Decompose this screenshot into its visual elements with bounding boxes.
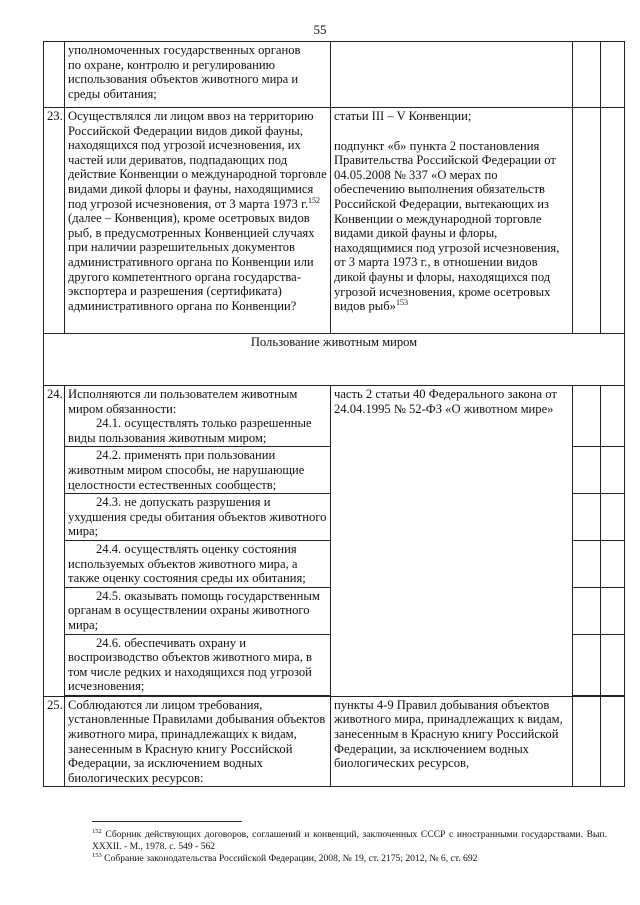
sub-item: 24.3. не допускать разрушения и ухудшения среды обитания объектов животного мира;	[65, 494, 331, 541]
row-number	[44, 42, 65, 108]
question-line: по охране, контролю и регулированию	[68, 57, 275, 72]
row-number: 25.	[44, 696, 65, 787]
question-cell	[65, 42, 331, 108]
answer-cell[interactable]	[573, 42, 601, 108]
table-row	[44, 42, 625, 108]
table-row	[44, 386, 625, 447]
answer-cell[interactable]	[573, 108, 601, 334]
row-number: 24.	[44, 386, 65, 697]
footnote-ref[interactable]: 153	[395, 297, 408, 307]
question-line: уполномоченных государственных органов	[68, 43, 301, 57]
note-cell[interactable]	[601, 696, 625, 787]
reference-cell	[331, 42, 573, 108]
note-cell[interactable]	[601, 540, 625, 587]
checklist-table	[43, 41, 625, 787]
section-title: Пользование животным миром	[44, 334, 625, 386]
reference-text: подпункт «б» пункта 2 постановления Правительства Российской Федерации от 04.05.2008 № 337 «О мерах по обеспечению выполнения обязательств Российской Федерации, вытекающих из Конвенции о международной торговле видами дикой фауны и флоры, находящимися под угрозой исчезновения, от 3 марта 1973 г., в отношении видов дикой фауны и флоры, находящихся под угрозой исчезновения, кроме осетровых видов рыб»	[334, 138, 560, 314]
note-cell[interactable]	[601, 587, 625, 634]
reference-cell: пункты 4-9 Правил добывания объектов животного мира, принадлежащих к видам, занесенным в Красную книгу Российской Федерации, за исключением водных биологических ресурсов,	[331, 696, 573, 787]
question-line: использования объектов животного мира и	[68, 72, 299, 87]
footnote	[92, 829, 607, 853]
sub-item: 24.5. оказывать помощь государственным органам в осуществлении охраны животного мира;	[65, 587, 331, 634]
footnote-ref[interactable]: 152	[308, 195, 321, 205]
answer-cell[interactable]	[573, 386, 601, 447]
note-cell[interactable]	[601, 494, 625, 541]
question-text: Исполняются ли пользователем животным миром обязанности:	[68, 387, 298, 416]
note-cell[interactable]	[601, 386, 625, 447]
answer-cell[interactable]	[573, 540, 601, 587]
question-cell: Соблюдаются ли лицом требования, установленные Правилами добывания объектов животного мира, принадлежащих к видам, занесенным в Красную книгу Российской Федерации, за исключением водных биологических ресурсов:	[65, 696, 331, 787]
row-number: 23.	[44, 108, 65, 334]
note-cell[interactable]	[601, 447, 625, 494]
reference-cell: часть 2 статьи 40 Федерального закона от 24.04.1995 № 52-ФЗ «О животном мире»	[331, 386, 573, 697]
question-text: Осуществлялся ли лицом ввоз на территорию Российской Федерации видов дикой фауны, находящихся под угрозой исчезновения, их частей или дериватов, подпадающих под действие Конвенции о международной торговле видами дикой флоры и фауны, находящимися под угрозой исчезновения, от 3 марта 1973 г.	[68, 109, 327, 211]
footnote-text: Сборник действующих договоров, соглашений и конвенций, заключенных СССР с иностранными государствами. Вып. XXXII. - М., 1978. с. 549 - 562	[92, 829, 607, 852]
sub-item: 24.4. осуществлять оценку состояния используемых объектов животного мира, а также оценку состояния среды их обитания;	[65, 540, 331, 587]
section-row	[44, 334, 625, 386]
question-cell	[65, 386, 331, 447]
answer-cell[interactable]	[573, 696, 601, 787]
answer-cell[interactable]	[573, 494, 601, 541]
reference-text: статьи III – V Конвенции;	[334, 109, 472, 123]
page-number: 55	[313, 22, 327, 37]
note-cell[interactable]	[601, 108, 625, 334]
note-cell[interactable]	[601, 42, 625, 108]
footnote-text: Собрание законодательства Российской Федерации, 2008, № 19, ст. 2175; 2012, № 6, ст. 692	[101, 853, 478, 864]
sub-item: 24.2. применять при пользовании животным миром способы, не нарушающие целостности естественных сообществ;	[65, 447, 331, 494]
sub-item: 24.6. обеспечивать охрану и воспроизводство объектов животного мира, в том числе редких и находящихся под угрозой исчезновения;	[65, 634, 331, 695]
answer-cell[interactable]	[573, 447, 601, 494]
table-row	[44, 108, 625, 334]
sub-item: 24.1. осуществлять только разрешенные виды пользования животным миром;	[68, 416, 312, 445]
footnotes	[92, 829, 607, 865]
footnote-divider	[92, 821, 242, 822]
answer-cell[interactable]	[573, 587, 601, 634]
footnote-mark: 152	[92, 827, 102, 835]
footnote-mark: 153	[92, 851, 102, 859]
question-cell	[65, 108, 331, 334]
answer-cell[interactable]	[573, 634, 601, 695]
reference-cell	[331, 108, 573, 334]
note-cell[interactable]	[601, 634, 625, 695]
question-line: среды обитания;	[68, 86, 157, 101]
question-text: (далее – Конвенция), кроме осетровых видов рыб, в предусмотренных Конвенцией случаях при наличии разрешительных документов административного органа по Конвенции или другого компетентного органа государства-экспортера и разрешения (сертификата) административного органа по Конвенции?	[68, 211, 315, 313]
table-row	[44, 696, 625, 787]
footnote	[92, 853, 607, 865]
